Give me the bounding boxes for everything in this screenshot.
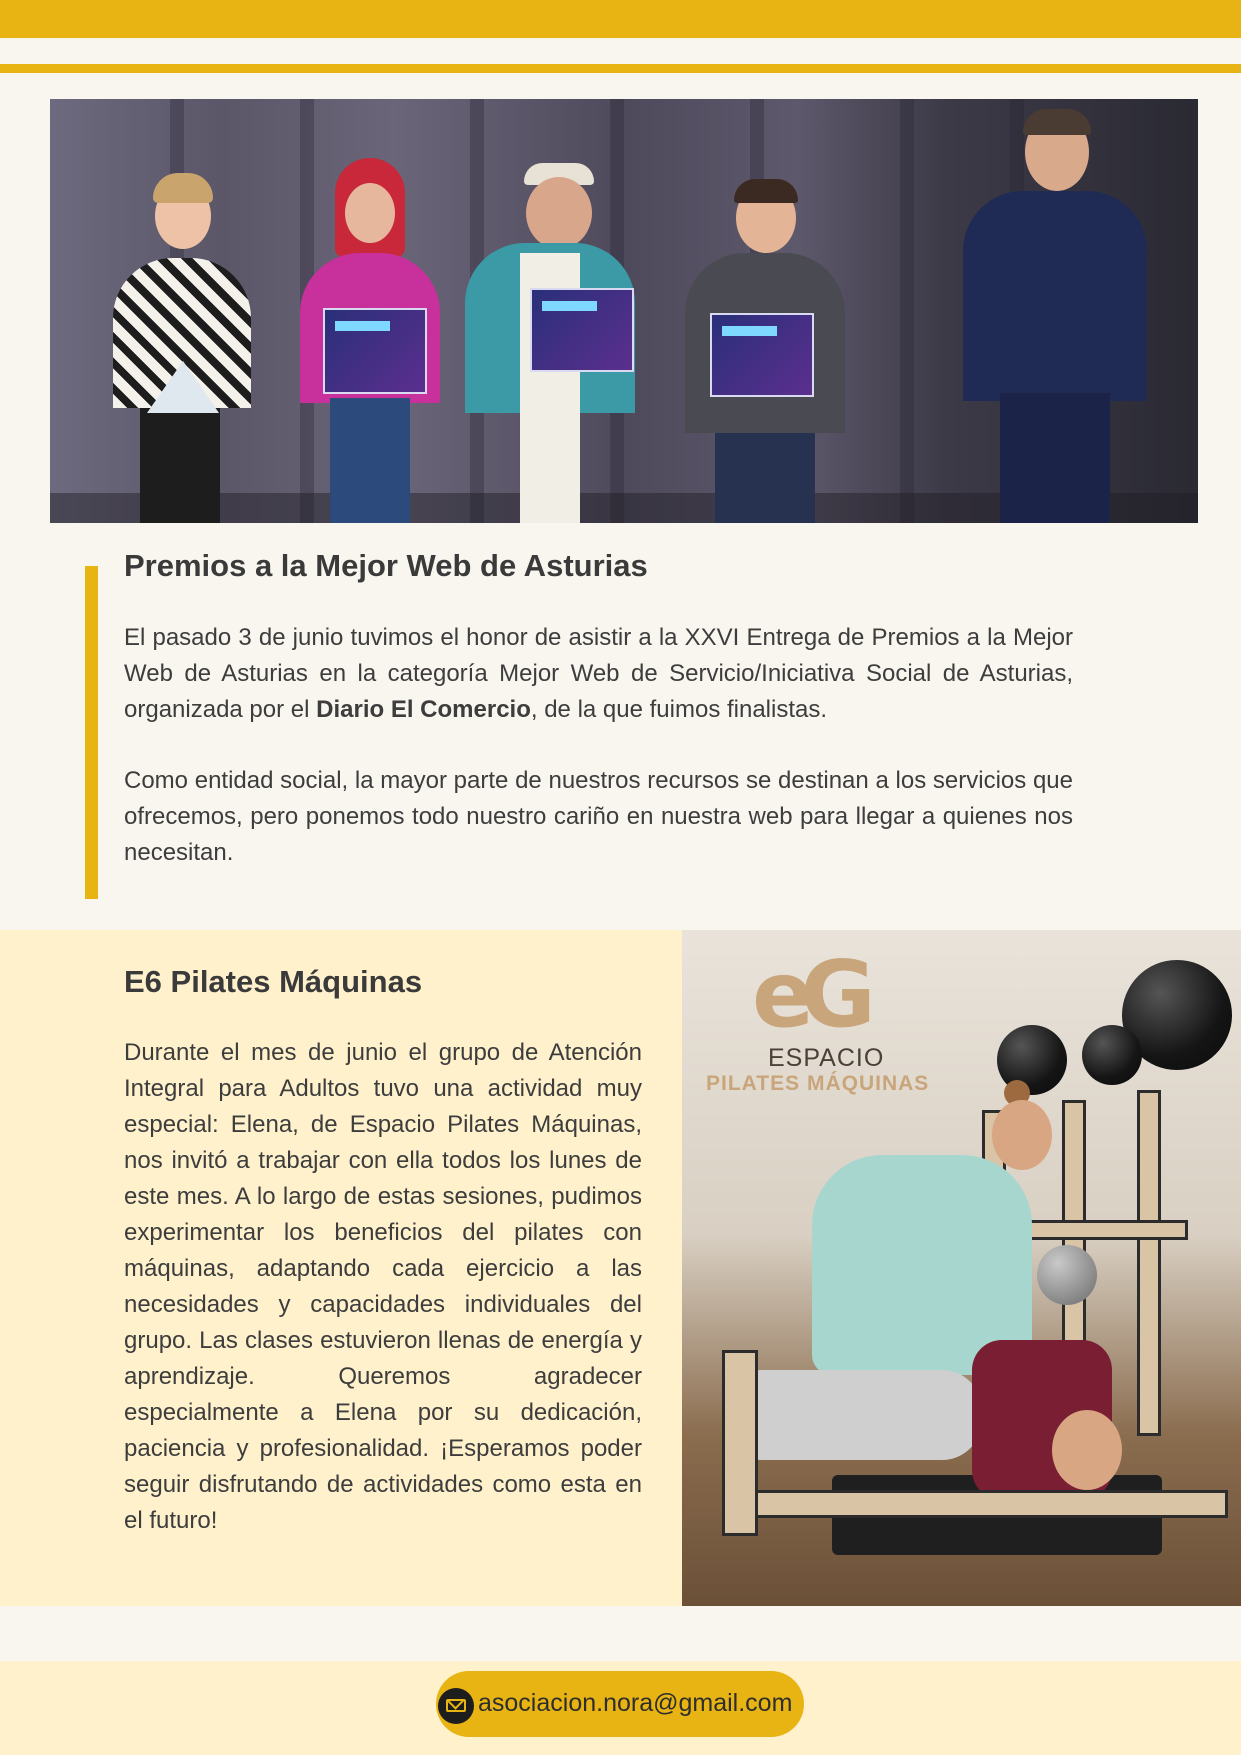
diploma: [323, 308, 427, 394]
studio-logo-line-2: PILATES MÁQUINAS: [706, 1072, 930, 1095]
pilates-studio-photo: [682, 930, 1241, 1606]
trophy-icon: [147, 361, 219, 413]
header-accent-bar: [0, 0, 1241, 38]
awards-paragraph-1: El pasado 3 de junio tuvimos el honor de asistir a la XXVI Entrega de Premios a la Mejor Web de Asturias en la categoría Mejor Web de Servicio/Iniciativa Social de Asturias, organizada por el Diario El Comercio, de la que fuimos finalistas.: [124, 624, 1073, 723]
person-2: [295, 158, 445, 523]
pilates-title: E6 Pilates Máquinas: [124, 964, 423, 999]
section-accent-bar: [85, 566, 98, 899]
person-5: [955, 113, 1155, 523]
studio-logo-mark: eG: [752, 941, 862, 1048]
header-accent-line: [0, 64, 1241, 73]
award-ceremony-photo: [50, 99, 1198, 523]
person-4: [680, 183, 850, 523]
person-1: [105, 143, 255, 523]
newspaper-name: Diario El Comercio: [316, 696, 531, 723]
diploma: [710, 313, 814, 397]
studio-logo-line-1: ESPACIO: [768, 1044, 885, 1072]
pilates-paragraph: Durante el mes de junio el grupo de Atención Integral para Adultos tuvo una actividad muy especial: Elena, de Espacio Pilates Máquinas, nos invitó a trabajar con ella todos los lunes de este mes. A lo largo de estas sesiones, pudimos experimentar los beneficios del pilates con máquinas, adaptando cada ejercicio a las necesidades y capacidades individuales del grupo. Las clases estuvieron llenas de energía y aprendizaje. Queremos agradecer especialmente a Elena por su dedicación, paciencia y profesionalidad. ¡Esperamos poder seguir disfrutando de actividades como esta en el futuro!: [124, 1039, 642, 1534]
diploma: [530, 288, 634, 372]
envelope-icon: [438, 1688, 474, 1724]
awards-title: Premios a la Mejor Web de Asturias: [124, 548, 648, 583]
awards-paragraph-2: Como entidad social, la mayor parte de nuestros recursos se destinan a los servicios que ofrecemos, pero ponemos todo nuestro cariño en nuestra web para llegar a quienes nos necesitan.: [124, 767, 1073, 866]
email-address[interactable]: asociacion.nora@gmail.com: [478, 1689, 793, 1717]
person-3: [460, 163, 640, 523]
